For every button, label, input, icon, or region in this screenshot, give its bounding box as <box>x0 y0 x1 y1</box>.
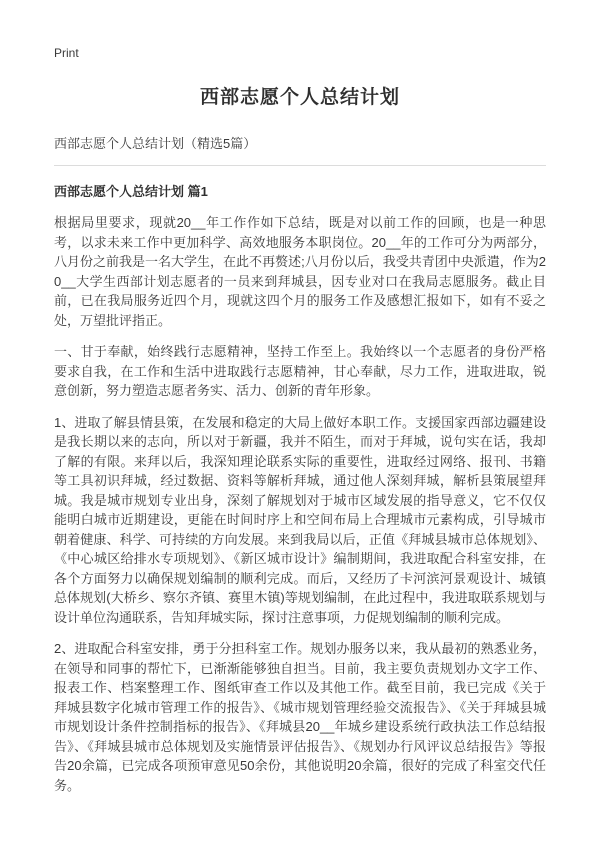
document-title: 西部志愿个人总结计划 <box>199 87 400 108</box>
paragraph-point-1: 1、进取了解县情县策，在发展和稳定的大局上做好本职工作。支援国家西部边疆建设是我长期以来的志向，所以对于新疆，我并不陌生，而对于拜城，说句实在话，我却了解的有限。来拜以后，我深知理论联系实际的重要性，进取经过网络、报刊、书籍等工具初识拜城，经过数据、资料等解析拜城，通过他人深刻拜城，解析县策展望拜城。我是城市规划专业出身，深刻了解规划对于城市区域发展的指导意义，它不仅仅能明白城市近期建设，更能在时间时序上和空间布局上合理城市元素构成，引导城市朝着健康、科学、可持续的方向发展。来到我局以后，正值《拜城县城市总体规划》、《中心城区给排水专项规划》、《新区城市设计》编制期间，我进取配合科室安排，在各个方面努力以确保规划编制的顺利完成。而后，又经历了卡河滨河景观设计、城镇总体规划(大桥乡、察尔齐镇、赛里木镇)等规划编制，在此过程中，我进取联系规划与设计单位沟通联系，告知拜城实际，探讨注意事项，力促规划编制的顺利完成。 <box>54 414 546 625</box>
section-heading: 西部志愿个人总结计划 篇1 <box>54 184 208 199</box>
paragraph-dedication: 一、甘于奉献，始终践行志愿精神，坚持工作至上。我始终以一个志愿者的身份严格要求自我，在工作和生活中进取践行志愿精神，甘心奉献，尽力工作，进取进取，锐意创新，努力塑造志愿者务实、活力、创新的青年形象。 <box>54 344 546 398</box>
paragraph-point-2: 2、进取配合科室安排，勇于分担科室工作。规划办服务以来，我从最初的熟悉业务，在领导和同事的帮忙下，已渐渐能够独自担当。目前，我主要负责规划办文字工作、报表工作、档案整理工作、图纸审查工作以及其他工作。截至目前，我已完成《关于拜城县数字化城市管理工作的报告》、《城市规划管理经验交流报告》、《关于拜城县城市规划设计条件控制指标的报告》、《拜城县20__年城乡建设系统行政执法工作总结报告》、《拜城县城市总体规划及实施情景评估报告》、《规划办行风评议总结报告》等报告20余篇，已完成各项预审意见50余份，其他说明20余篇，很好的完成了科室交代任务。 <box>54 641 546 793</box>
print-button[interactable]: Print <box>54 46 79 60</box>
collection-subtitle: 西部志愿个人总结计划（精选5篇） <box>54 133 546 166</box>
paragraph-intro: 根据局里要求，现就20__年工作作如下总结，既是对以前工作的回顾，也是一种思考，以求未来工作中更加科学、高效地服务本职岗位。20__年的工作可分为两部分，八月份之前我是一名大学生，在此不再赘述;八月份以后，我受共青团中央派遣，作为20__大学生西部计划志愿者的一员来到拜城县，因专业对口在我局志愿服务。截止目前，已在我局服务近四个月，现就这四个月的服务工作及感想汇报如下，如有不妥之处，万望批评指正。 <box>54 215 546 328</box>
